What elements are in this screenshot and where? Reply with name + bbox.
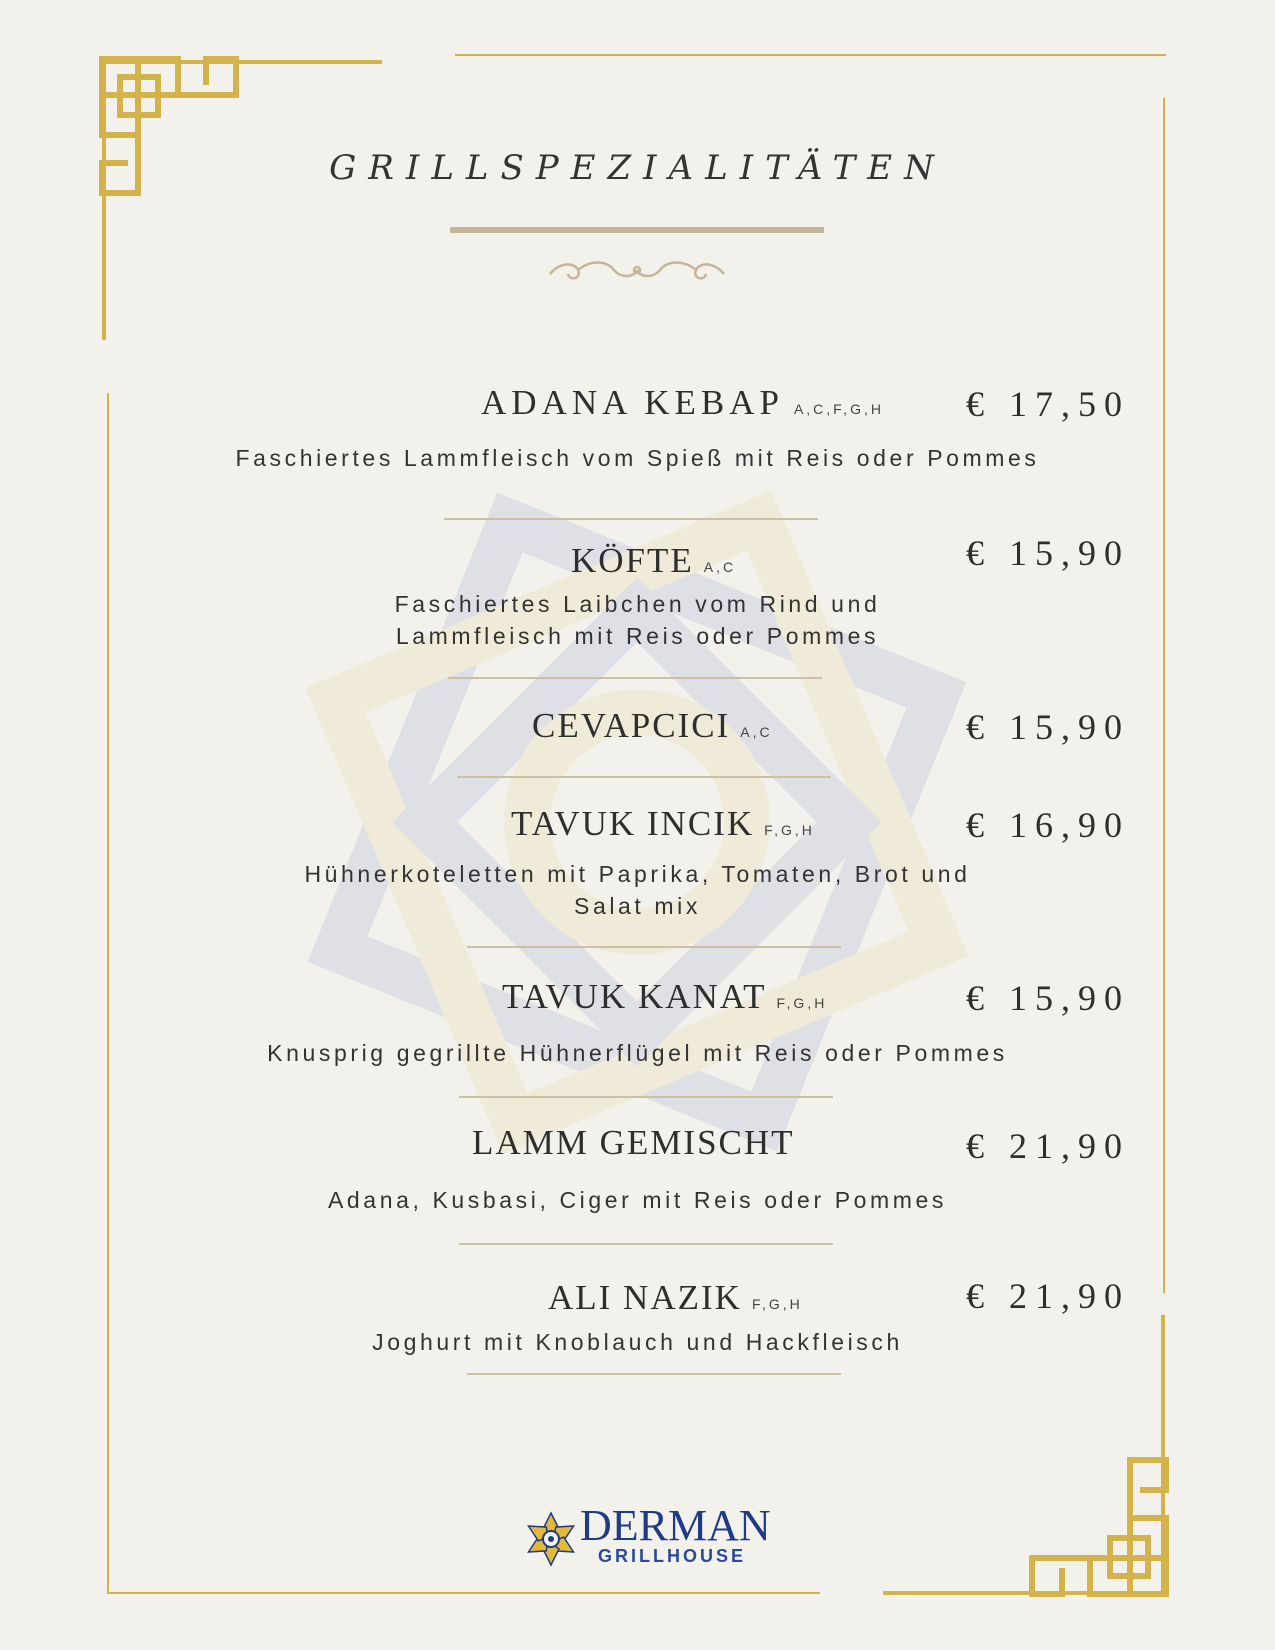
allergen-codes: F,G,H bbox=[776, 995, 828, 1011]
item-name: ADANA KEBAP A,C,F,G,H bbox=[481, 383, 884, 422]
item-name: KÖFTE A,C bbox=[571, 541, 737, 580]
item-description: Joghurt mit Knoblauch und Hackfleisch bbox=[372, 1329, 903, 1355]
corner-ornament-bottom-right bbox=[1000, 1420, 1170, 1600]
page-title: GRILLSPEZIALITÄTEN bbox=[329, 148, 946, 188]
item-description: Knusprig gegrillte Hühnerflügel mit Reis oder Pommes bbox=[267, 1040, 1008, 1066]
separator bbox=[448, 677, 822, 679]
allergen-codes: A,C bbox=[703, 559, 737, 575]
item-price: € 15,90 bbox=[966, 707, 1130, 747]
item-price: € 17,50 bbox=[966, 384, 1130, 424]
item-name: ALI NAZIK F,G,H bbox=[548, 1278, 803, 1317]
flower-logo-icon bbox=[522, 1510, 580, 1568]
allergen-codes: F,G,H bbox=[751, 1296, 803, 1312]
separator bbox=[444, 518, 818, 520]
item-price: € 21,90 bbox=[966, 1126, 1130, 1166]
item-description: Adana, Kusbasi, Ciger mit Reis oder Pommes bbox=[327, 1187, 948, 1213]
item-price: € 15,90 bbox=[966, 533, 1130, 573]
allergen-codes: A,C,F,G,H bbox=[793, 401, 884, 417]
separator bbox=[467, 946, 841, 948]
item-name: TAVUK INCIK F,G,H bbox=[511, 804, 815, 843]
separator bbox=[459, 1096, 833, 1098]
logo-subtitle: GRILLHOUSE bbox=[598, 1546, 747, 1566]
item-description: Faschiertes Laibchen vom Rind und Lammfleisch mit Reis oder Pommes bbox=[394, 591, 881, 649]
item-description: Faschiertes Lammfleisch vom Spieß mit Reis oder Pommes bbox=[235, 445, 1040, 471]
item-price: € 15,90 bbox=[966, 978, 1130, 1018]
separator bbox=[467, 1373, 841, 1375]
allergen-codes: A,C bbox=[740, 724, 773, 740]
item-description: Hühnerkoteletten mit Paprika, Tomaten, Brot und Salat mix bbox=[304, 861, 971, 919]
item-price: € 16,90 bbox=[966, 805, 1130, 845]
flourish-ornament bbox=[548, 254, 726, 286]
item-name: LAMM GEMISCHT bbox=[472, 1123, 795, 1162]
item-name: CEVAPCICI A,C bbox=[532, 706, 773, 745]
separator bbox=[459, 1243, 833, 1245]
separator bbox=[457, 776, 831, 778]
item-price: € 21,90 bbox=[966, 1276, 1130, 1316]
logo-name: DERMAN bbox=[580, 1501, 771, 1550]
corner-ornament-top-left bbox=[98, 55, 378, 225]
allergen-codes: F,G,H bbox=[764, 822, 815, 838]
title-rule bbox=[450, 227, 824, 233]
item-name: TAVUK KANAT F,G,H bbox=[502, 977, 828, 1016]
